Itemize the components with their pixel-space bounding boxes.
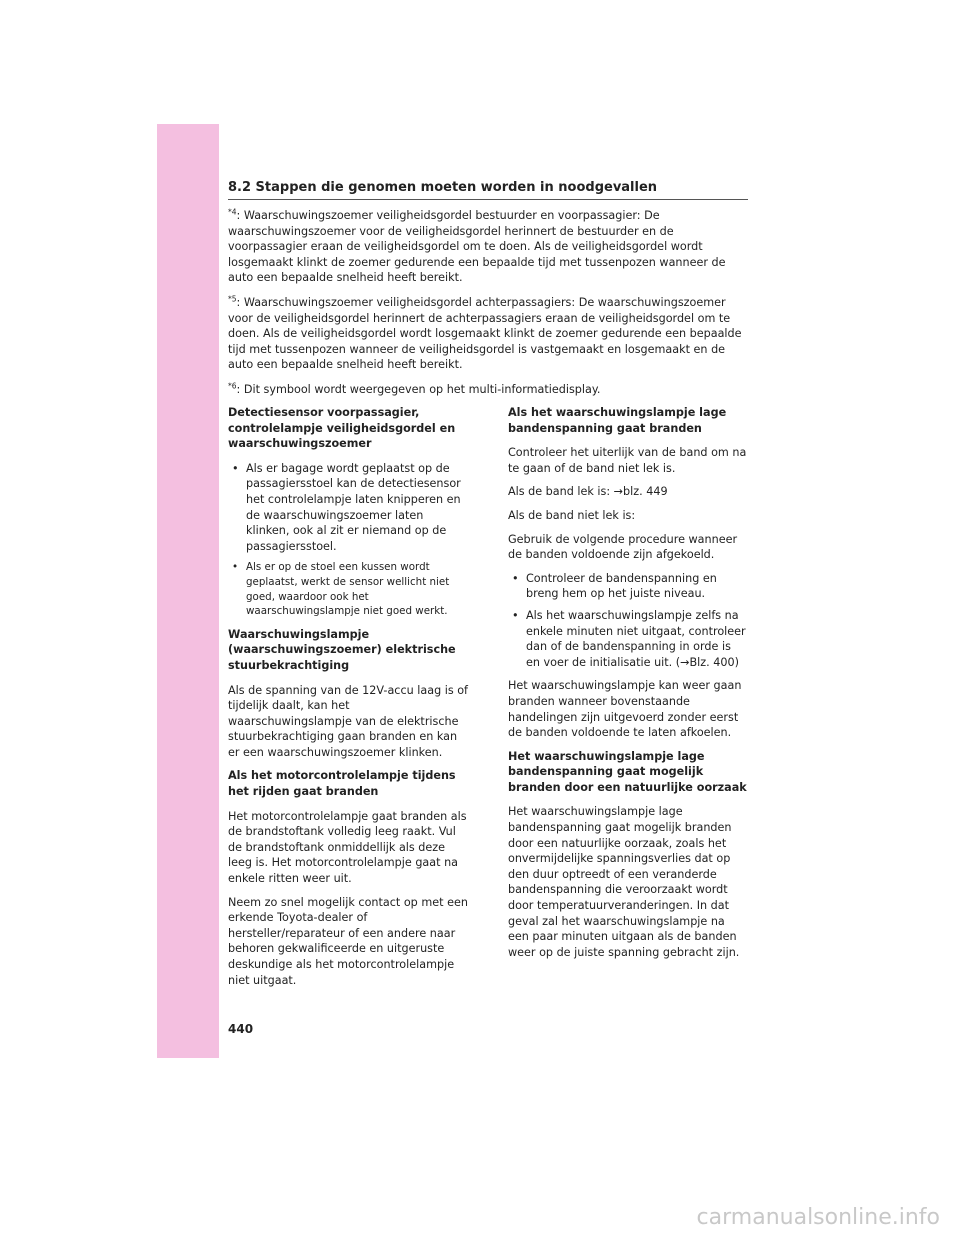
paragraph: Als de spanning van de 12V-accu laag is of tijdelijk daalt, kan het waarschuwingslampje van de elektrische stuurbekrachtiging gaan branden en kan er een waarschuwingszoemer klinken. <box>228 683 469 759</box>
paragraph: Het waarschuwingslampje kan weer gaan branden wanneer bovenstaande handelingen zijn uitgevoerd zonder eerst de banden voldoende te laten afkoelen. <box>508 679 742 740</box>
right-column <box>508 405 748 968</box>
section-color-tab <box>157 124 219 1058</box>
footnote-6 <box>228 382 748 398</box>
footnote-mark: * <box>228 294 232 304</box>
bullet-item: • Als er op de stoel een kussen wordt geplaatst, werkt de sensor wellicht niet goed, waardoor ook het waarschuwingslampje niet goed werkt. <box>228 560 468 618</box>
footnotes <box>228 208 748 407</box>
footnote-text: : Waarschuwingszoemer veiligheidsgordel achterpassagiers: De waarschuwingszoemer voor de veiligheidsgordel herinnert de achterpassagiers eraan de veiligheidsgordel om te doen. Als de veiligheidsgordel wordt losgemaakt klinkt de zoemer gedurende een bepaalde tijd met tussenpozen wanneer de veiligheidsgordel is vastgemaakt en losgemaakt en de auto een bepaalde snelheid heeft bereikt. <box>228 295 742 372</box>
left-column <box>228 405 468 996</box>
heading-natural-cause: Het waarschuwingslampje lage bandenspanning gaat mogelijk branden door een natuurlijke oorzaak <box>508 749 747 794</box>
paragraph: Als de band niet lek is: <box>508 508 636 522</box>
paragraph: Het waarschuwingslampje lage bandenspanning gaat mogelijk branden door een natuurlijke oorzaak, zoals het onvermijdelijke spanningsverlies dat op den duur optreedt of een veranderde bandenspanning die veroorzaakt wordt door temperatuurveranderingen. In dat geval zal het waarschuwingslampje na een paar minuten uitgaan als de banden weer op de juiste spanning gebracht zijn. <box>508 805 740 959</box>
footnote-4 <box>228 208 748 286</box>
heading-passenger-sensor: Detectiesensor voorpassagier, controlelampje veiligheidsgordel en waarschuwingszoemer <box>228 406 456 451</box>
footnote-text: : Dit symbool wordt weergegeven op het multi-informatiedisplay. <box>236 382 601 396</box>
watermark: carmanualsonline.info <box>696 1205 940 1230</box>
paragraph: Neem zo snel mogelijk contact op met een erkende Toyota-dealer of hersteller/reparateur of een andere naar behoren gekwalificeerde en uitgeruste deskundige als het motorcontrolelampje niet uitgaat. <box>228 895 468 987</box>
page-number: 440 <box>228 1022 254 1036</box>
footnote-mark: * <box>228 207 232 217</box>
footnote-text: : Waarschuwingszoemer veiligheidsgordel bestuurder en voorpassagier: De waarschuwingszoemer voor de veiligheidsgordel herinnert de bestuurder en de voorpassagier eraan de veiligheidsgordel om te doen. Als de veiligheidsgordel wordt losgemaakt klinkt de zoemer gedurende een bepaalde tijd met tussenpozen wanneer de auto een bepaalde snelheid heeft bereikt. <box>228 209 726 285</box>
bullet-item: • Controleer de bandenspanning en breng hem op het juiste niveau. <box>508 571 748 602</box>
footnote-number: 4 <box>231 207 237 217</box>
page-reference-link[interactable]: Als de band lek is: →blz. 449 <box>508 485 668 499</box>
paragraph: Gebruik de volgende procedure wanneer de banden voldoende zijn afgekoeld. <box>508 532 738 562</box>
bullet-list <box>508 571 748 671</box>
bullet-item: • Als het waarschuwingslampje zelfs na enkele minuten niet uitgaat, controleer dan of de bandenspanning in orde is en voer de initialisatie uit. (→Blz. 400) <box>508 608 748 670</box>
paragraph: Controleer het uiterlijk van de band om na te gaan of de band niet lek is. <box>508 446 747 475</box>
footnote-number: 5 <box>231 294 237 304</box>
footnote-5 <box>228 295 748 373</box>
heading-engine-light: Als het motorcontrolelampje tijdens het rijden gaat branden <box>228 769 456 799</box>
footnote-mark: * <box>228 381 232 391</box>
bullet-item: • Als er bagage wordt geplaatst op de passagiersstoel kan de detectiesensor het controlelampje laten knipperen en de waarschuwingszoemer laten klinken, ook al zit er niemand op de passagiersstoel. <box>228 461 468 555</box>
paragraph: Het motorcontrolelampje gaat branden als de brandstoftank volledig leeg raakt. Vul de brandstoftank onmiddellijk als deze leeg is. Het motorcontrolelampje gaat na enkele ritten weer uit. <box>228 809 467 886</box>
heading-tire-pressure: Als het waarschuwingslampje lage bandenspanning gaat branden <box>508 406 727 435</box>
heading-power-steering: Waarschuwingslampje (waarschuwingszoemer) elektrische stuurbekrachtiging <box>228 627 456 672</box>
section-header: 8.2 Stappen die genomen moeten worden in noodgevallen <box>228 180 748 200</box>
bullet-list <box>228 461 468 619</box>
footnote-number: 6 <box>231 381 237 391</box>
